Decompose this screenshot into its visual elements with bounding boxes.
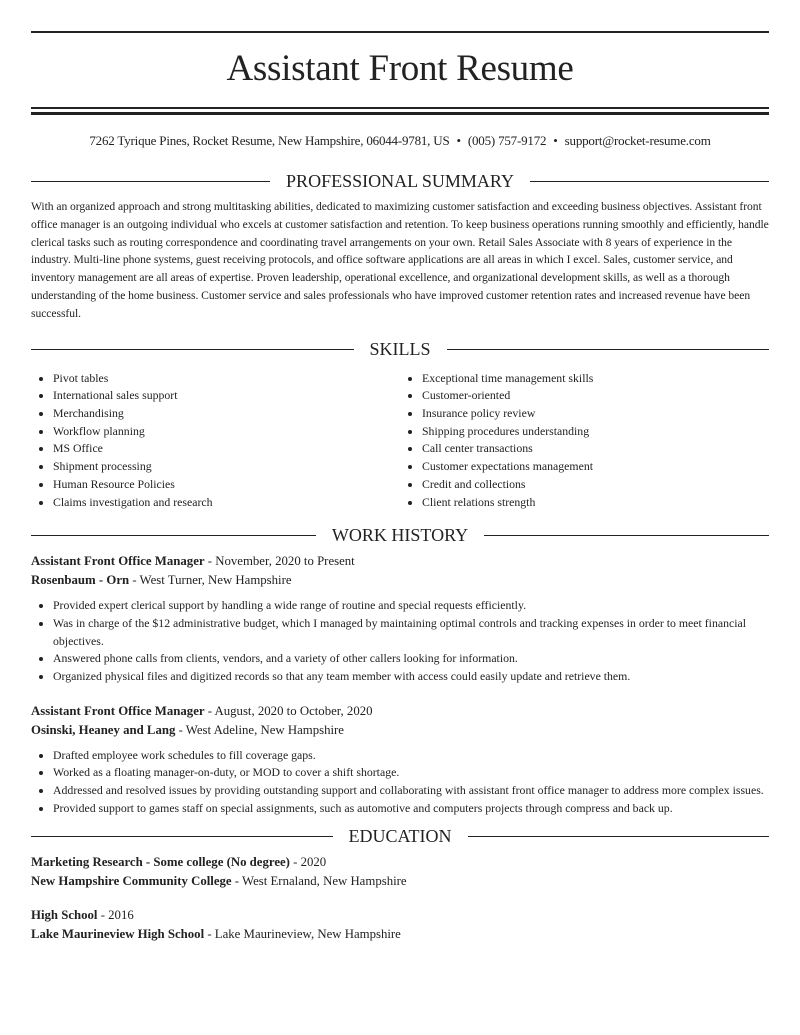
skill-item: • Claims investigation and research [53,494,400,512]
section-header-work [31,525,769,546]
skill-item: • MS Office [53,440,400,458]
section-title: WORK HISTORY [331,525,469,546]
section-header-education [31,826,769,847]
job-title: Assistant Front Office Manager [31,703,205,718]
contact-email[interactable]: support@rocket-resume.com [564,133,711,148]
job-bullet: • Organized physical files and digitized records so that any team member with access could easily update and retrieve them. [53,668,769,686]
top-rule [31,31,769,33]
edu-degree: High School [31,907,98,922]
skills-right [400,370,769,512]
summary-text: With an organized approach and strong multitasking abilities, dedicated to maximizing customer satisfaction and exceeding business objectives. Assistant front office manager is an outgoing individual who excels at customer satisfaction and retention. To keep business operations running smoothly and efficiently, handle clerical tasks such as routing correspondence and coordinating travel arrangements on your own. Retail Sales Associate with 8 years of experience in the industry. Multi-line phone systems, guest receiving protocols, and office software applications are all areas in which I excel. Sales, customer service, and inventory management are all areas of expertise. Proven leadership, operational excellence, and organizational development skills, as well as a thorough understanding of the home business. Customer service and sales professionals who have improved customer retention rates and increased revenue have been successful. [31,200,769,320]
edu-degree: Marketing Research - Some college (No degree) [31,854,290,869]
title-double-rule [31,107,769,115]
skill-item: • Insurance policy review [422,405,769,423]
contact-address: 7262 Tyrique Pines, Rocket Resume, New Hampshire, 06044-9781, US [89,133,450,148]
section-header-skills [31,339,769,360]
job-bullet: • Provided support to games staff on special assignments, such as automotive and computers projects through compress and back up. [53,800,769,818]
job-entry [31,702,769,818]
education-entry [31,906,769,944]
skill-item: • Exceptional time management skills [422,370,769,388]
section-header-summary [31,171,769,192]
job-bullet: • Was in charge of the $12 administrative budget, which I managed by maintaining optimal controls and tracking expenses in order to meet financial objectives. [53,615,769,650]
contact-phone: (005) 757-9172 [467,133,547,148]
separator: • [553,133,558,148]
section-title: PROFESSIONAL SUMMARY [286,171,514,191]
skills-left [31,370,400,512]
skill-item: • Merchandising [53,405,400,423]
job-dates: - November, 2020 to Present [204,554,355,569]
job-title: Assistant Front Office Manager [31,554,205,569]
edu-school: New Hampshire Community College [31,873,232,888]
skill-item: • International sales support [53,387,400,405]
education-entry [31,853,769,891]
skill-item: • Shipping procedures understanding [422,423,769,441]
edu-year: - 2016 [97,907,134,922]
resume-title: Assistant Front Resume [226,48,574,89]
job-bullet: • Worked as a floating manager-on-duty, or MOD to cover a shift shortage. [53,764,769,782]
job-company: Osinski, Heaney and Lang [31,722,176,737]
job-dates: - August, 2020 to October, 2020 [204,703,373,718]
skill-item: • Customer-oriented [422,387,769,405]
job-bullet: • Addressed and resolved issues by providing outstanding support and collaborating with assistant front office manager to address more complex issues. [53,782,769,800]
section-title: EDUCATION [348,825,452,846]
edu-location: - West Ernaland, New Hampshire [231,873,407,888]
job-entry [31,552,769,686]
section-title: SKILLS [369,338,431,359]
job-bullet: • Provided expert clerical support by handling a wide range of routine and special requests efficiently. [53,597,769,615]
job-location: - West Turner, New Hampshire [129,573,292,588]
skill-item: • Workflow planning [53,423,400,441]
edu-location: - Lake Maurineview, New Hampshire [204,926,401,941]
resume-page [31,0,769,944]
job-bullet: • Answered phone calls from clients, vendors, and a variety of other callers looking for information. [53,650,769,668]
skill-item: • Shipment processing [53,458,400,476]
skill-item: • Credit and collections [422,476,769,494]
skill-item: • Pivot tables [53,370,400,388]
contact-info [31,133,769,149]
edu-school: Lake Maurineview High School [31,926,205,941]
skill-item: • Client relations strength [422,494,769,512]
job-location: - West Adeline, New Hampshire [175,722,344,737]
separator: • [456,133,461,148]
skill-item: • Customer expectations management [422,458,769,476]
job-company: Rosenbaum - Orn [31,573,130,588]
job-bullet: • Drafted employee work schedules to fill coverage gaps. [53,747,769,765]
edu-year: - 2020 [289,854,327,869]
skill-item: • Call center transactions [422,440,769,458]
skills-list [31,366,769,512]
skill-item: • Human Resource Policies [53,476,400,494]
